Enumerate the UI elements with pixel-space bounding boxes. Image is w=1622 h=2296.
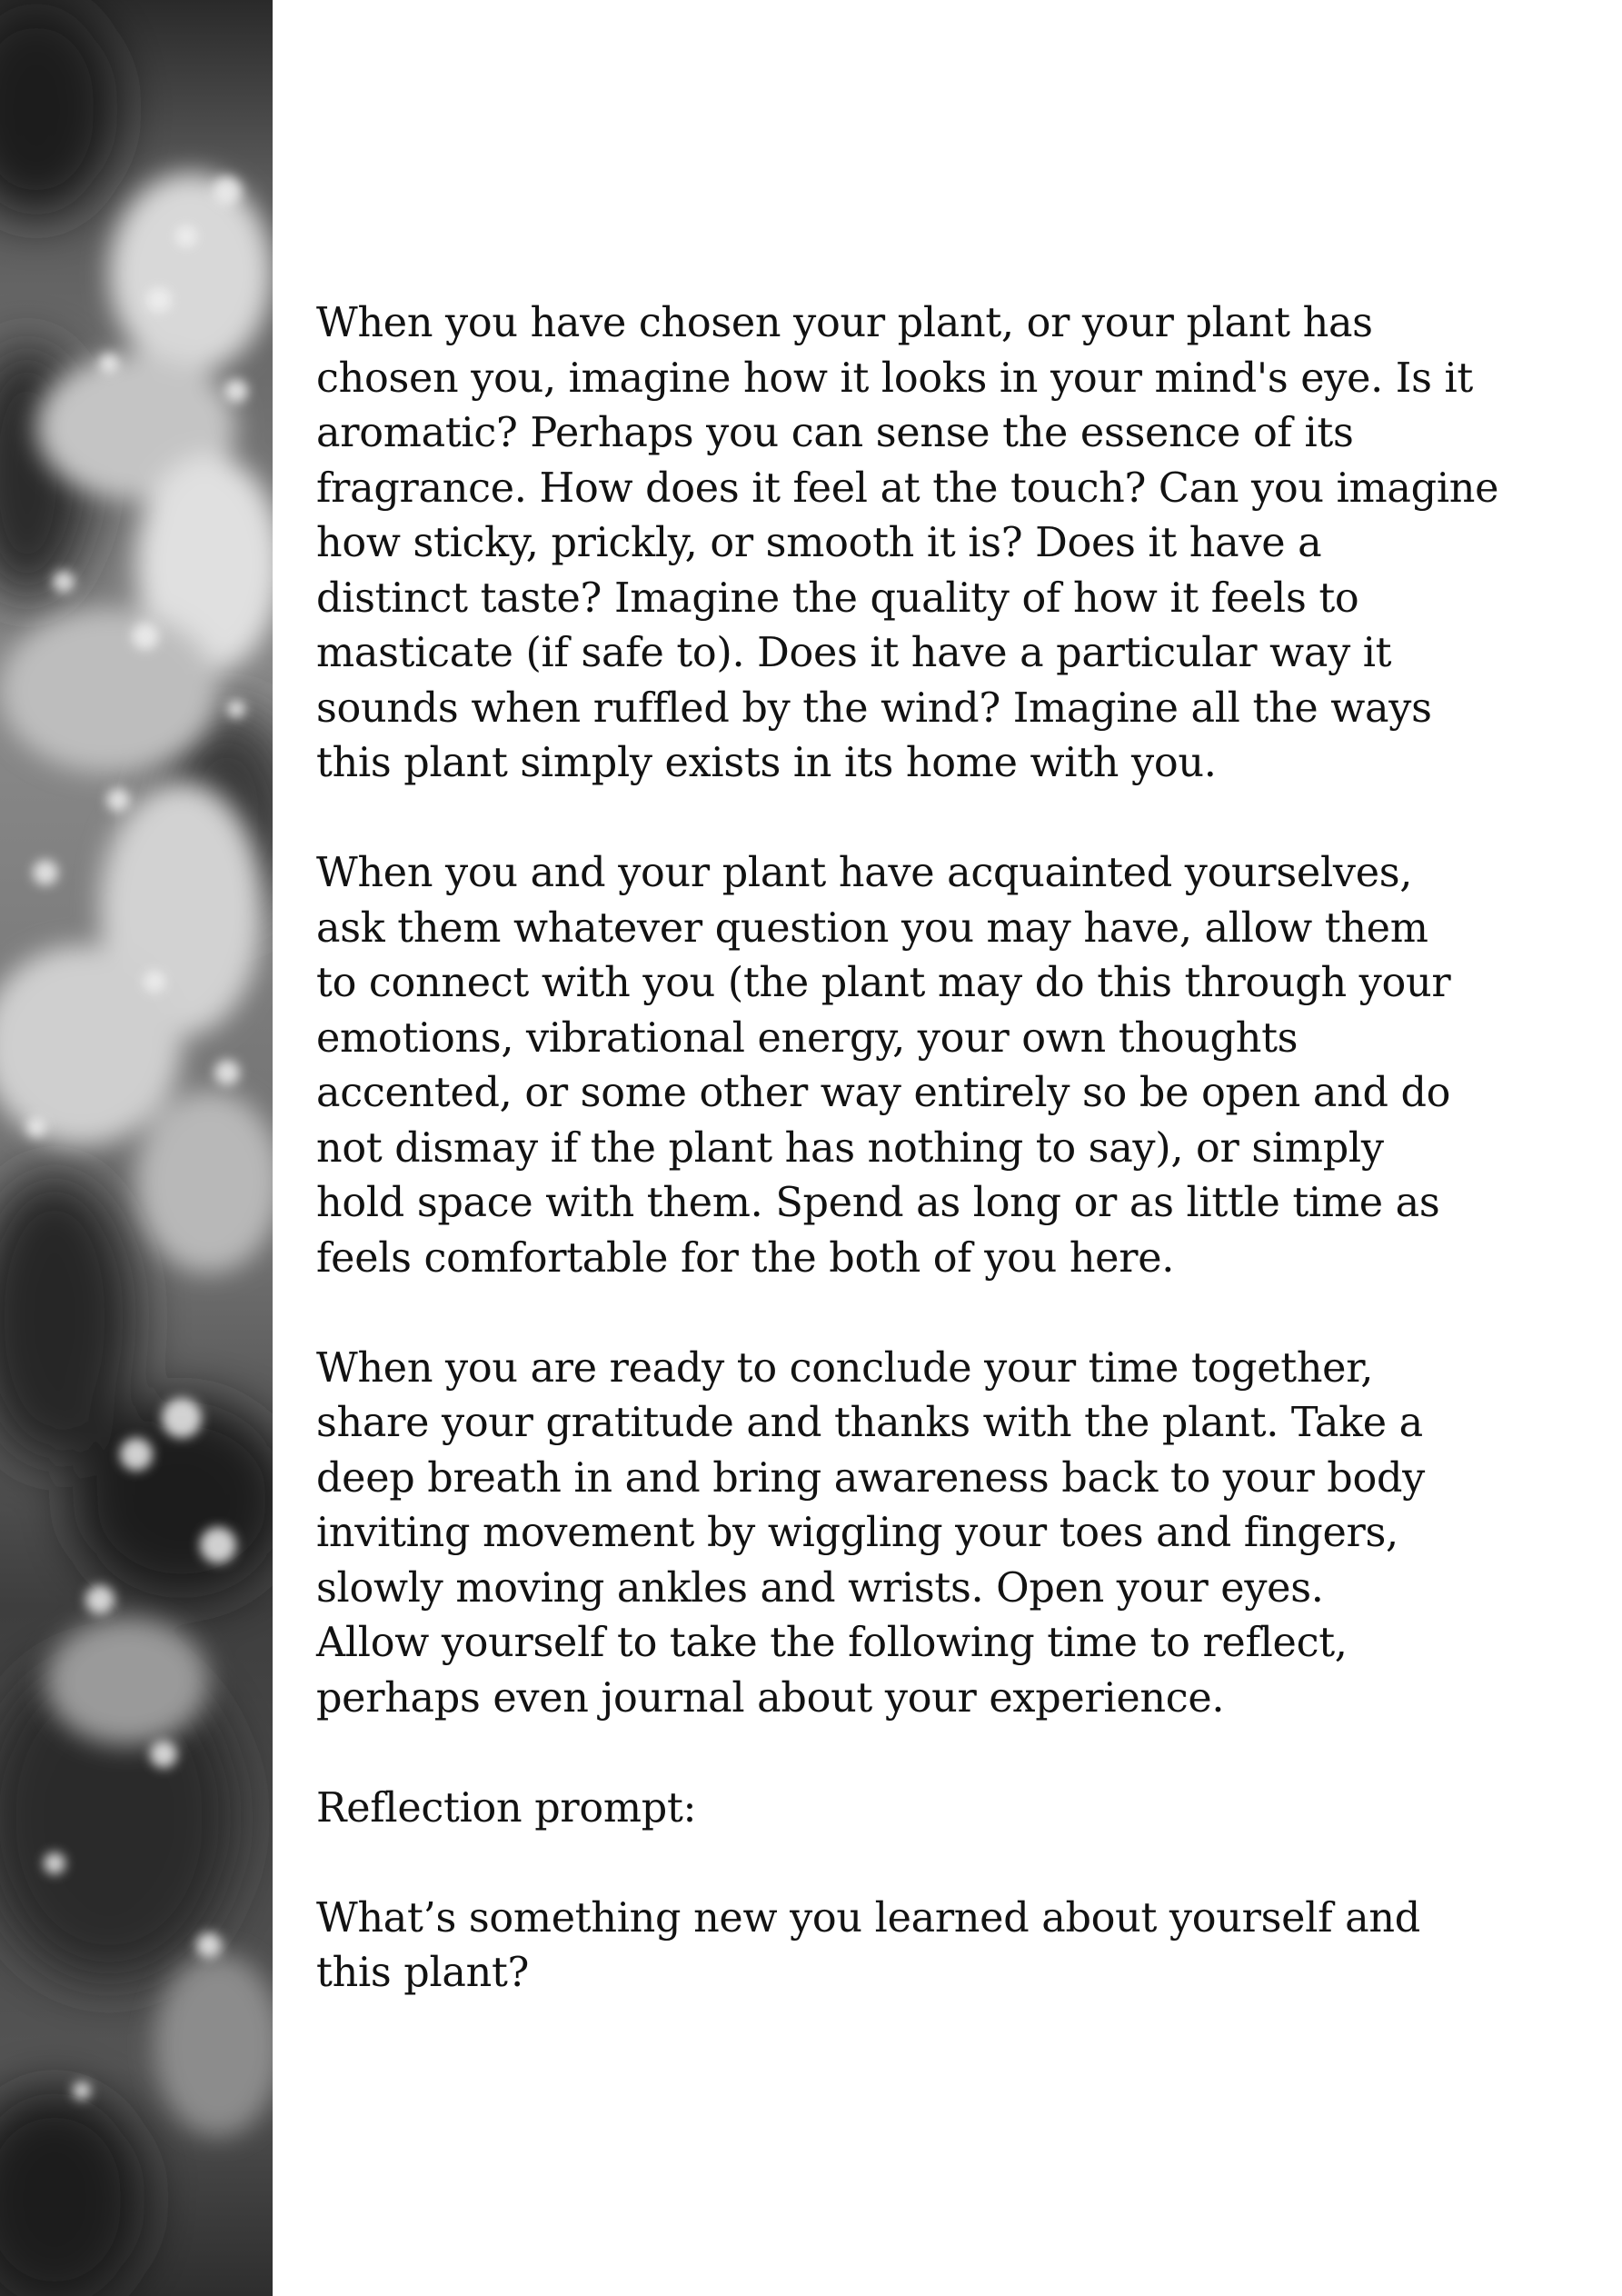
text-line: this plant simply exists in its home with you. (316, 740, 1217, 786)
reflection-question (316, 1892, 1588, 2002)
text-line: sounds when ruffled by the wind? Imagine all the ways (316, 684, 1432, 732)
text-line: fragrance. How does it feel at the touch? Can you imagine (316, 464, 1499, 512)
text-line: When you and your plant have acquainted yourselves, (316, 850, 1413, 896)
plant-photo-strip (0, 0, 273, 2296)
blurred-plant-photo-icon (0, 0, 273, 2296)
text-line: distinct taste? Imagine the quality of how it feels to (316, 574, 1359, 622)
paragraph-conclude (316, 1342, 1588, 1727)
text-line: how sticky, prickly, or smooth it is? Does it have a (316, 520, 1322, 566)
text-line: Allow yourself to take the following time to reflect, (316, 1620, 1348, 1666)
text-line: perhaps even journal about your experience. (316, 1674, 1225, 1722)
text-line: masticate (if safe to). Does it have a particular way it (316, 630, 1392, 676)
text-line: feels comfortable for the both of you here. (316, 1234, 1175, 1282)
reflection-heading (316, 1782, 1588, 1837)
document-body (316, 296, 1588, 2056)
text-line: not dismay if the plant has nothing to say), or simply (316, 1124, 1384, 1172)
text-line: deep breath in and bring awareness back to your body (316, 1454, 1425, 1502)
text-line: When you are ready to conclude your time together, (316, 1344, 1374, 1392)
text-line: When you have chosen your plant, or your plant has (316, 300, 1373, 346)
text-line: to connect with you (the plant may do this through your (316, 960, 1451, 1006)
text-line: ask them whatever question you may have, allow them (316, 904, 1428, 952)
text-line: chosen you, imagine how it looks in your mind's eye. Is it (316, 354, 1473, 402)
text-line: aromatic? Perhaps you can sense the essence of its (316, 410, 1354, 456)
text-line: slowly moving ankles and wrists. Open your eyes. (316, 1564, 1324, 1612)
text-line: hold space with them. Spend as long or as little time as (316, 1180, 1440, 1226)
text-line: this plant? (316, 1950, 530, 1996)
text-line: accented, or some other way entirely so be open and do (316, 1070, 1451, 1116)
text-line: inviting movement by wiggling your toes and fingers, (316, 1510, 1398, 1556)
text-line: emotions, vibrational energy, your own thoughts (316, 1014, 1299, 1062)
paragraph-connect (316, 846, 1588, 1286)
paragraph-plant-senses (316, 296, 1588, 792)
text-line: Reflection prompt: (316, 1784, 697, 1832)
text-line: share your gratitude and thanks with the plant. Take a (316, 1400, 1423, 1446)
text-line: What’s something new you learned about yourself and (316, 1894, 1420, 1942)
